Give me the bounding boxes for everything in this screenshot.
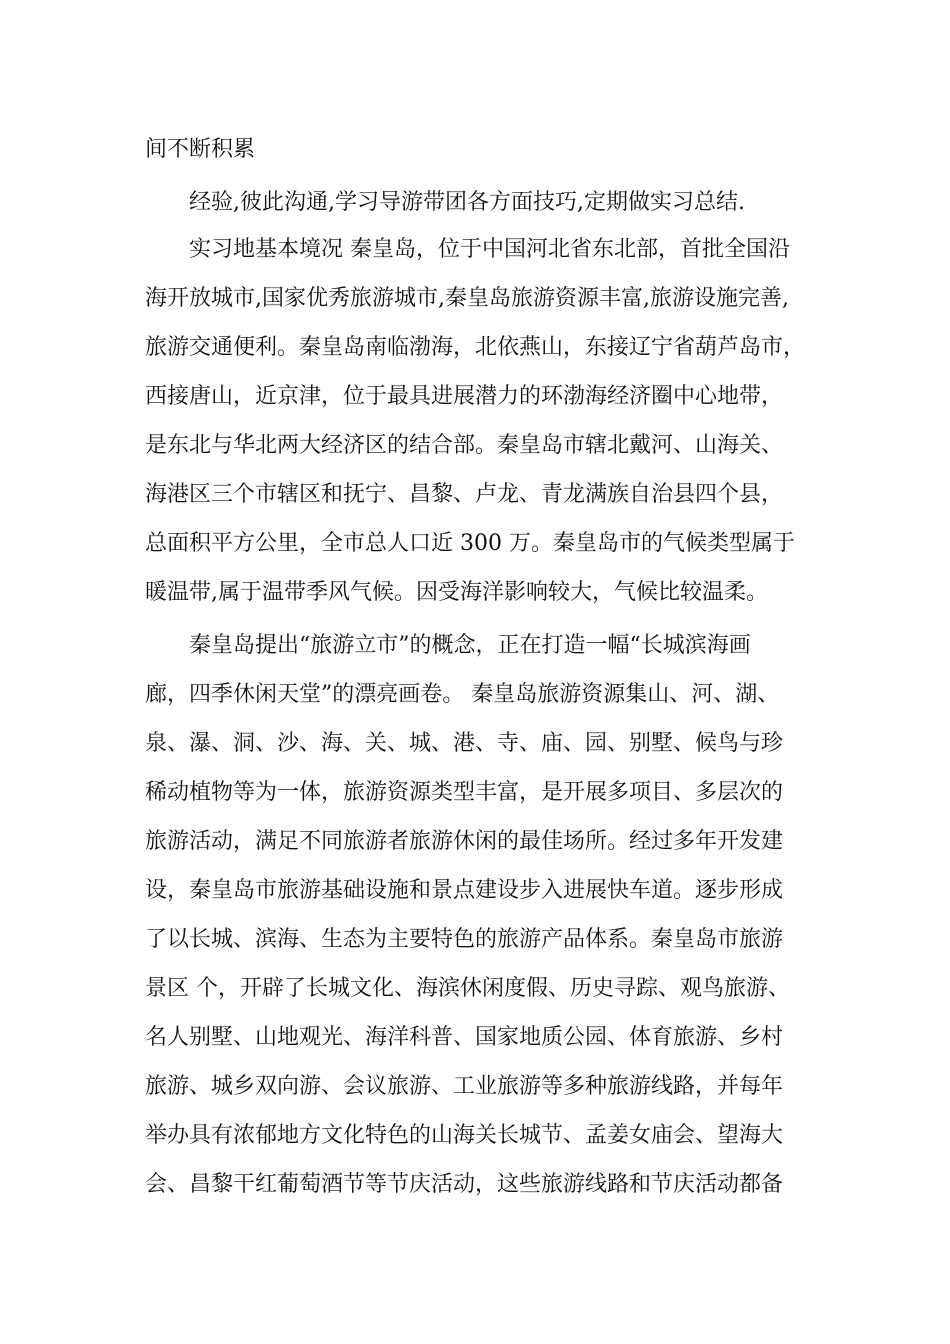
text-line: 举办具有浓郁地方文化特色的山海关长城节、孟姜女庙会、望海大 <box>145 1123 784 1148</box>
text-line: 总面积平方公里，全市总人口近 300 万。秦皇岛市的气候类型属于 <box>145 531 795 556</box>
text-line: 海开放城市,国家优秀旅游城市,秦皇岛旅游资源丰富,旅游设施完善, <box>145 286 789 311</box>
text-line: 景区 个，开辟了长城文化、海滨休闲度假、历史寻踪、观鸟旅游、 <box>145 976 790 1001</box>
text-line: 设，秦皇岛市旅游基础设施和景点建设步入进展快车道。逐步形成 <box>145 878 784 903</box>
text-line: 海港区三个市辖区和抚宁、昌黎、卢龙、青龙满族自治县四个县， <box>145 482 784 507</box>
text-line: 旅游活动，满足不同旅游者旅游休闲的最佳场所。经过多年开发建 <box>145 829 784 854</box>
text-line: 旅游、城乡双向游、会议旅游、工业旅游等多种旅游线路，并每年 <box>145 1074 784 1099</box>
text-line: 名人别墅、山地观光、海洋科普、国家地质公园、体育旅游、乡村 <box>145 1025 784 1050</box>
text-line: 经验,彼此沟通,学习导游带团各方面技巧,定期做实习总结. <box>189 190 745 215</box>
text-line: 稀动植物等为一体，旅游资源类型丰富，是开展多项目、多层次的 <box>145 780 784 805</box>
text-line: 秦皇岛提出“旅游立市”的概念，正在打造一幅“长城滨海画 <box>189 633 751 658</box>
text-line: 西接唐山，近京津，位于最具进展潜力的环渤海经济圈中心地带， <box>145 384 784 409</box>
text-line: 会、昌黎干红葡萄酒节等节庆活动，这些旅游线路和节庆活动都备 <box>145 1172 784 1197</box>
text-line: 旅游交通便利。秦皇岛南临渤海，北依燕山，东接辽宁省葫芦岛市， <box>145 335 806 360</box>
text-line: 暖温带,属于温带季风气候。因受海洋影响较大，气候比较温柔。 <box>145 580 768 605</box>
text-line: 了以长城、滨海、生态为主要特色的旅游产品体系。秦皇岛市旅游 <box>145 927 784 952</box>
text-line: 廊，四季休闲天堂”的漂亮画卷。 秦皇岛旅游资源集山、河、湖、 <box>145 682 780 707</box>
text-line: 实习地基本境况 秦皇岛，位于中国河北省东北部，首批全国沿 <box>189 237 790 262</box>
text-line: 是东北与华北两大经济区的结合部。秦皇岛市辖北戴河、山海关、 <box>145 433 784 458</box>
text-line: 泉、瀑、洞、沙、海、关、城、港、寺、庙、园、别墅、候鸟与珍 <box>145 731 784 756</box>
text-line: 间不断积累 <box>145 137 256 162</box>
